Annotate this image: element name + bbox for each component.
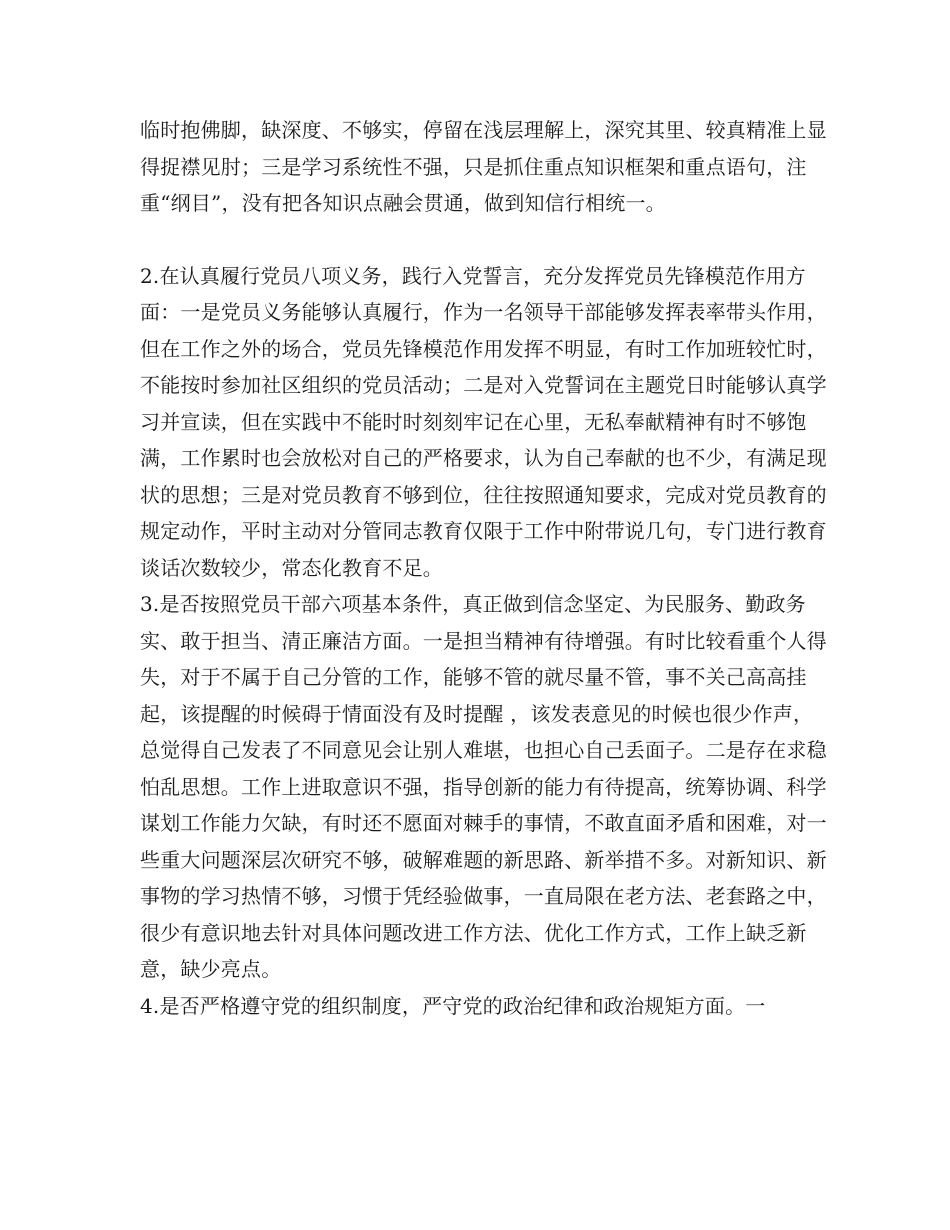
- paragraph-4: 4.是否严格遵守党的组织制度，严守党的政治纪律和政治规矩方面。一: [140, 993, 766, 1018]
- paragraph-spacer: [140, 222, 830, 258]
- document-body: [140, 112, 830, 1024]
- paragraph-2: 2.在认真履行党员八项义务，践行入党誓言，充分发挥党员先锋模范作用方面：一是党员义务能够认真履行，作为一名领导干部能够发挥表率带头作用，但在工作之外的场合，党员先锋模范作用发挥不明显，有时工作加班较忙时，不能按时参加社区组织的党员活动；二是对入党誓词在主题党日时能够认真学习并宣读，但在实践中不能时时刻刻牢记在心里，无私奉献精神有时不够饱满，工作累时也会放松对自己的严格要求，认为自己奉献的也不少，有满足现状的思想；三是对党员教育不够到位，往往按照通知要求，完成对党员教育的规定动作，平时主动对分管同志教育仅限于工作中附带说几句，专门进行教育谈话次数较少，常态化教育不足。: [140, 263, 827, 580]
- paragraph-3: 3.是否按照党员干部六项基本条件，真正做到信念坚定、为民服务、勤政务实、敢于担当、清正廉洁方面。一是担当精神有待增强。有时比较看重个人得失，对于不属于自己分管的工作，能够不管的就尽量不管，事不关己高高挂起，该提醒的时候碍于情面没有及时提醒 ，该发表意见的时候也很少作声，总觉得自己发表了不同意见会让别人难堪，也担心自己丢面子。二是存在求稳怕乱思想。工作上进取意识不强，指导创新的能力有待提高，统筹协调、科学谋划工作能力欠缺，有时还不愿面对棘手的事情，不敢直面矛盾和困难，对一些重大问题深层次研究不够，破解难题的新思路、新举措不多。对新知识、新事物的学习热情不够，习惯于凭经验做事，一直局限在老方法、老套路之中，很少有意识地去针对具体问题改进工作方法、优化工作方式，工作上缺乏新意，缺少亮点。: [140, 592, 827, 981]
- paragraph-1: 临时抱佛脚，缺深度、不够实，停留在浅层理解上，深究其里、较真精准上显得捉襟见肘；三是学习系统性不强，只是抓住重点知识框架和重点语句，注重“纲目”，没有把各知识点融会贯通，做到知信行相统一。: [140, 118, 827, 215]
